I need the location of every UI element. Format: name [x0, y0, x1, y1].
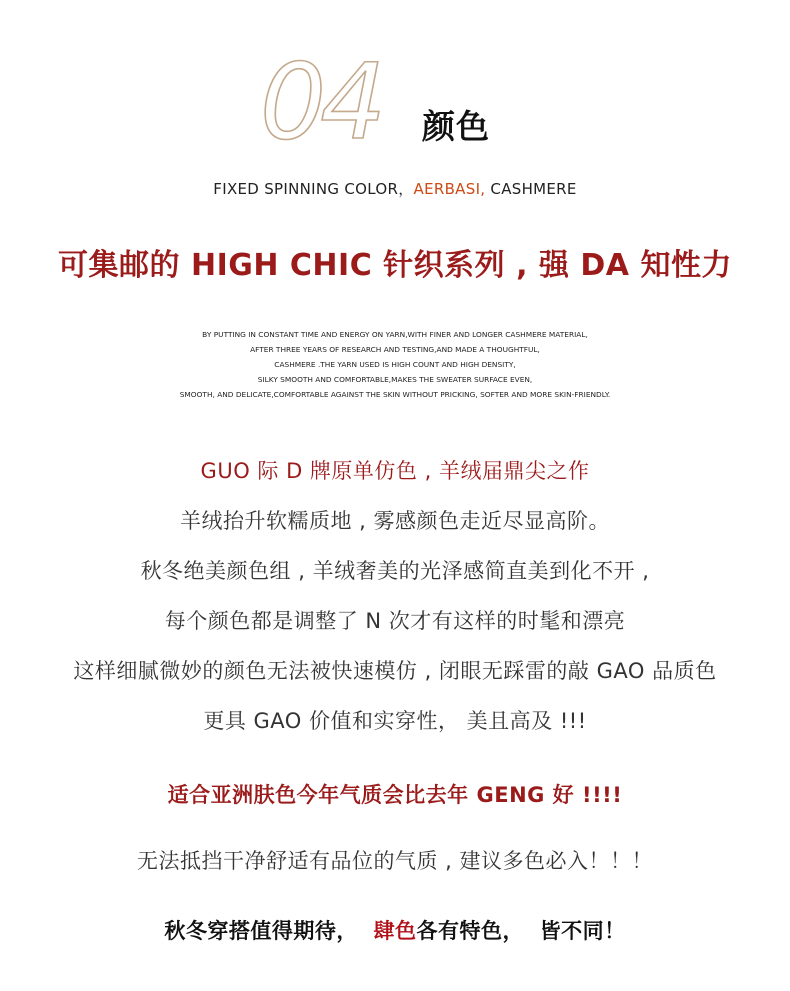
subtitle-text-end: CASHMERE — [485, 180, 577, 198]
subtitle-brand: AERBASI, — [413, 180, 486, 198]
paragraph-line: 更具 GAO 价值和实穿性， 美且高及 !!! — [203, 709, 587, 733]
paragraph-line: 每个颜色都是调整了 N 次才有这样的时髦和漂亮 — [164, 609, 626, 633]
subtitle-text: FIXED SPINNING COLOR， — [213, 180, 414, 198]
highlight-text: 适合亚洲肤色今年气质会比去年 GENG 好 !!!! — [167, 783, 623, 807]
english-line: CASHMERE .THE YARN USED IS HIGH COUNT AND HIGH DENSITY, — [274, 360, 516, 369]
english-line: SMOOTH, AND DELICATE,COMFORTABLE AGAINST THE SKIN WITHOUT PRICKING, SOFTER AND MORE SKIN-FRIENDLY. — [179, 390, 611, 399]
paragraph-line: 这样细腻微妙的颜色无法被快速模仿 , 闭眼无踩雷的敲 GAO 品质色 — [73, 659, 717, 683]
section-number — [258, 50, 398, 150]
english-line: BY PUTTING IN CONSTANT TIME AND ENERGY ON YARN,WITH FINER AND LONGER CASHMERE MATERIAL, — [202, 330, 588, 339]
english-description — [0, 327, 790, 402]
closing-part-2: 各有特色， 皆不同！ — [416, 919, 626, 943]
headline: 可集邮的 HIGH CHIC 针织系列 , 强 DA 知性力 — [58, 248, 732, 283]
closing-part-1: 秋冬穿搭值得期待， — [164, 919, 374, 943]
paragraph-line: 羊绒抬升软糯质地 , 雾感颜色走近尽显高阶。 — [179, 509, 611, 533]
closing-text — [0, 915, 790, 945]
english-line: AFTER THREE YEARS OF RESEARCH AND TESTING,AND MADE A THOUGHTFUL, — [250, 345, 540, 354]
closing-highlight: 肆色 — [373, 919, 417, 943]
paragraph-lead: GUO 际 D 牌原单仿色 , 羊绒届鼎尖之作 — [200, 459, 590, 483]
english-line: SILKY SMOOTH AND COMFORTABLE,MAKES THE SWEATER SURFACE EVEN, — [257, 375, 533, 384]
section-number-text: 04 — [260, 50, 381, 150]
recommendation-text: 无法抵挡干净舒适有品位的气质 , 建议多色必入！！！ — [136, 849, 654, 873]
paragraph-line: 秋冬绝美颜色组 , 羊绒奢美的光泽感简直美到化不开 , — [140, 559, 650, 583]
section-title: 颜色 — [422, 107, 490, 146]
subtitle — [0, 178, 790, 199]
